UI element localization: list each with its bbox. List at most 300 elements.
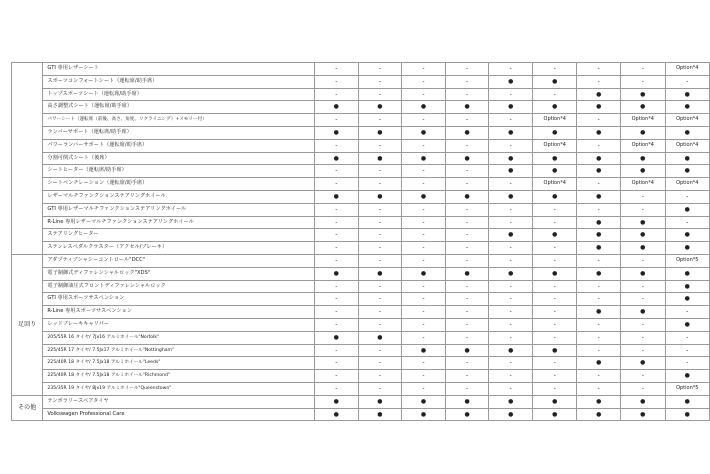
availability-cell: - [445,280,489,293]
availability-cell: ● [358,101,402,114]
feature-name: R-Line 専用レザーマルチファンクションステアリングホイール [43,216,315,229]
availability-cell: ● [489,101,533,114]
availability-cell: ● [314,408,358,421]
availability-cell: - [445,254,489,267]
availability-cell: - [445,306,489,319]
availability-cell: Option*5 [665,254,710,267]
availability-cell: ● [402,152,446,165]
table-row [12,88,710,101]
availability-cell: - [314,63,358,76]
availability-cell: ● [358,190,402,203]
availability-cell: - [577,178,621,191]
availability-cell: - [358,114,402,127]
availability-cell: ● [577,165,621,178]
availability-cell: - [314,178,358,191]
availability-cell: ● [533,101,577,114]
table-row [12,229,710,242]
table-row [12,75,710,88]
availability-cell: - [533,306,577,319]
availability-cell: - [402,293,446,306]
feature-name: 205/55R 16 タイヤ/ 7Jx16 アルミホイール"Norfolk" [43,331,315,344]
availability-cell: ● [665,267,710,280]
availability-cell: ● [621,165,665,178]
table-row [12,165,710,178]
feature-name: パワーシート（運転席（前後、高さ、角度、リクライニング）+メモリー付） [43,114,315,127]
availability-cell: ● [358,331,402,344]
category-label: その他 [12,395,43,421]
availability-cell: ● [314,267,358,280]
equipment-table [11,62,710,421]
availability-cell: Option*4 [665,139,710,152]
availability-cell: - [358,293,402,306]
availability-cell: - [445,114,489,127]
table-row [12,203,710,216]
availability-cell: - [314,254,358,267]
availability-cell: Option*4 [621,178,665,191]
availability-cell: ● [577,152,621,165]
availability-cell: ● [445,267,489,280]
availability-cell: ● [621,101,665,114]
availability-cell: - [314,357,358,370]
feature-name: 電子制御油圧式フロントディファレンシャルロック [43,280,315,293]
availability-cell: ● [577,88,621,101]
table-row [12,242,710,255]
availability-cell: - [489,370,533,383]
availability-cell: - [314,75,358,88]
availability-cell: - [314,139,358,152]
equipment-table-body [12,63,710,421]
availability-cell: - [402,63,446,76]
table-row [12,101,710,114]
availability-cell: Option*4 [665,178,710,191]
availability-cell: - [314,370,358,383]
availability-cell: Option*4 [621,114,665,127]
availability-cell: ● [445,395,489,408]
feature-name: シートベンチレーション（運転席/助手席） [43,178,315,191]
availability-cell: - [665,190,710,203]
availability-cell: - [577,344,621,357]
availability-cell: - [621,318,665,331]
feature-name: トップスポーツシート（運転席/助手席） [43,88,315,101]
availability-cell: - [445,370,489,383]
availability-cell: - [489,63,533,76]
availability-cell: ● [445,344,489,357]
availability-cell: - [358,318,402,331]
availability-cell: ● [577,306,621,319]
availability-cell: - [489,114,533,127]
availability-cell: - [402,165,446,178]
availability-cell: ● [314,152,358,165]
availability-cell: ● [314,190,358,203]
availability-cell: - [358,75,402,88]
availability-cell: - [489,88,533,101]
table-row [12,190,710,203]
availability-cell: - [533,242,577,255]
availability-cell: - [314,382,358,395]
availability-cell: ● [489,190,533,203]
availability-cell: - [358,88,402,101]
table-row [12,408,710,421]
availability-cell: - [314,318,358,331]
availability-cell: - [533,216,577,229]
availability-cell: ● [533,395,577,408]
availability-cell: ● [577,357,621,370]
feature-name: 225/40R 18 タイヤ/ 7.5Jx18 アルミホイール"Richmond" [43,370,315,383]
feature-name: ランバーサポート（運転席/助手席） [43,126,315,139]
feature-name: アダプティブシャシーコントロール"DCC" [43,254,315,267]
table-row [12,280,710,293]
availability-cell: - [314,242,358,255]
availability-cell: - [489,306,533,319]
availability-cell: ● [402,344,446,357]
availability-cell: ● [577,101,621,114]
availability-cell: ● [489,152,533,165]
availability-cell: ● [358,152,402,165]
availability-cell: - [358,382,402,395]
table-row [12,126,710,139]
availability-cell: ● [665,293,710,306]
availability-cell: ● [621,357,665,370]
availability-cell: ● [665,203,710,216]
availability-cell: ● [577,242,621,255]
table-row [12,382,710,395]
table-row [12,395,710,408]
availability-cell: ● [577,229,621,242]
availability-cell: - [533,63,577,76]
availability-cell: ● [533,75,577,88]
availability-cell: ● [577,126,621,139]
availability-cell: ● [314,126,358,139]
feature-name: ステンレスペダルクラスター（アクセル/ブレーキ） [43,242,315,255]
availability-cell: - [358,139,402,152]
availability-cell: Option*4 [621,139,665,152]
availability-cell: - [489,139,533,152]
availability-cell: - [358,63,402,76]
availability-cell: ● [402,126,446,139]
feature-name: 225/40R 18 タイヤ/ 7.5Jx18 アルミホイール"Leeds" [43,357,315,370]
table-row [12,357,710,370]
availability-cell: - [577,63,621,76]
feature-name: パワーランバーサポート（運転席/助手席） [43,139,315,152]
table-row [12,114,710,127]
availability-cell: - [533,331,577,344]
availability-cell: - [402,331,446,344]
availability-cell: ● [402,267,446,280]
availability-cell: ● [445,126,489,139]
availability-cell: - [621,203,665,216]
availability-cell: ● [402,395,446,408]
availability-cell: - [358,280,402,293]
availability-cell: - [314,344,358,357]
availability-cell: - [489,254,533,267]
availability-cell: - [577,331,621,344]
availability-cell: - [314,280,358,293]
availability-cell: - [358,357,402,370]
availability-cell: - [489,216,533,229]
availability-cell: - [402,306,446,319]
availability-cell: ● [358,126,402,139]
availability-cell: - [489,293,533,306]
availability-cell: - [314,165,358,178]
feature-name: GTI 専用レザーマルチファンクションステアリングホイール [43,203,315,216]
availability-cell: ● [533,165,577,178]
availability-cell: - [402,88,446,101]
availability-cell: ● [314,101,358,114]
availability-cell: ● [621,408,665,421]
availability-cell: ● [489,344,533,357]
availability-cell: - [533,293,577,306]
availability-cell: Option*4 [665,114,710,127]
table-row [12,216,710,229]
availability-cell: ● [533,344,577,357]
availability-cell: - [402,178,446,191]
availability-cell: ● [314,395,358,408]
availability-cell: - [358,254,402,267]
availability-cell: ● [402,190,446,203]
availability-cell: ● [665,280,710,293]
availability-cell: - [621,370,665,383]
availability-cell: - [445,203,489,216]
availability-cell: - [402,242,446,255]
availability-cell: - [665,331,710,344]
availability-cell: ● [358,267,402,280]
availability-cell: - [402,254,446,267]
availability-cell: - [577,254,621,267]
availability-cell: - [621,280,665,293]
availability-cell: ● [402,101,446,114]
availability-cell: - [358,370,402,383]
availability-cell: - [445,139,489,152]
availability-cell: ● [489,229,533,242]
availability-cell: - [358,242,402,255]
availability-cell: ● [445,408,489,421]
category-label: 足回り [12,254,43,395]
availability-cell: - [533,280,577,293]
availability-cell: ● [577,216,621,229]
availability-cell: ● [533,126,577,139]
availability-cell: ● [402,408,446,421]
availability-cell: - [402,382,446,395]
feature-name: シートヒーター（運転席/助手席） [43,165,315,178]
availability-cell: - [665,75,710,88]
availability-cell: Option*4 [533,114,577,127]
table-row [12,152,710,165]
availability-cell: - [445,242,489,255]
availability-cell: ● [533,190,577,203]
availability-cell: - [358,203,402,216]
availability-cell: - [533,382,577,395]
table-row [12,370,710,383]
availability-cell: - [533,88,577,101]
availability-cell: - [314,88,358,101]
feature-name: レザーマルチファンクションステアリングホイール [43,190,315,203]
feature-name: GTI 専用レザーシート [43,63,315,76]
feature-name: 225/45R 17 タイヤ/ 7.5Jx17 アルミホイール"Nottingham" [43,344,315,357]
feature-name: GTI 専用スポーツサスペンション [43,293,315,306]
availability-cell: ● [533,267,577,280]
availability-cell: - [402,229,446,242]
availability-cell: ● [445,190,489,203]
availability-cell: - [358,216,402,229]
availability-cell: ● [577,190,621,203]
availability-cell: ● [621,126,665,139]
availability-cell: ● [489,395,533,408]
availability-cell: - [445,63,489,76]
availability-cell: ● [314,331,358,344]
availability-cell: - [621,190,665,203]
availability-cell: - [445,88,489,101]
availability-cell: - [445,229,489,242]
availability-cell: - [577,139,621,152]
table-row [12,139,710,152]
spec-sheet [11,62,710,421]
table-row [12,267,710,280]
category-label [12,63,43,255]
availability-cell: - [314,216,358,229]
feature-name: R-Line 専用スポーツサスペンション [43,306,315,319]
availability-cell: ● [665,408,710,421]
availability-cell: - [621,254,665,267]
availability-cell: - [358,178,402,191]
feature-name: ステアリングヒーター [43,229,315,242]
availability-cell: ● [665,101,710,114]
availability-cell: ● [489,267,533,280]
availability-cell: - [402,114,446,127]
availability-cell: - [577,370,621,383]
feature-name: スポーツコンフォートシート（運転席/助手席） [43,75,315,88]
availability-cell: Option*4 [665,63,710,76]
availability-cell: ● [489,126,533,139]
availability-cell: - [402,280,446,293]
table-row [12,344,710,357]
availability-cell: Option*5 [665,382,710,395]
availability-cell: ● [445,152,489,165]
availability-cell: - [402,139,446,152]
table-row [12,63,710,76]
availability-cell: ● [665,242,710,255]
availability-cell: - [445,216,489,229]
availability-cell: ● [577,267,621,280]
availability-cell: ● [665,152,710,165]
availability-cell: - [489,357,533,370]
availability-cell: - [445,318,489,331]
availability-cell: - [358,306,402,319]
availability-cell: ● [665,318,710,331]
table-row [12,331,710,344]
availability-cell: - [577,203,621,216]
availability-cell: - [445,75,489,88]
availability-cell: - [577,114,621,127]
availability-cell: ● [621,88,665,101]
availability-cell: - [665,344,710,357]
feature-name: テンポラリースペアタイヤ [43,395,315,408]
availability-cell: - [489,382,533,395]
availability-cell: - [577,318,621,331]
availability-cell: - [314,306,358,319]
availability-cell: ● [665,370,710,383]
availability-cell: - [577,293,621,306]
availability-cell: - [621,382,665,395]
availability-cell: - [402,216,446,229]
availability-cell: - [314,229,358,242]
availability-cell: ● [358,408,402,421]
feature-name: 高さ調整式シート（運転席/助手席） [43,101,315,114]
availability-cell: ● [489,165,533,178]
availability-cell: - [533,357,577,370]
feature-name: 電子制御式ディファレンシャルロック"XDS" [43,267,315,280]
availability-cell: - [445,331,489,344]
availability-cell: - [577,280,621,293]
availability-cell: - [621,293,665,306]
availability-cell: ● [489,408,533,421]
availability-cell: - [665,306,710,319]
availability-cell: - [621,63,665,76]
feature-name: Volkswagen Professional Care [43,408,315,421]
availability-cell: ● [358,395,402,408]
availability-cell: ● [577,395,621,408]
availability-cell: ● [665,88,710,101]
availability-cell: - [489,331,533,344]
availability-cell: - [314,293,358,306]
table-row [12,306,710,319]
availability-cell: - [402,203,446,216]
availability-cell: ● [489,75,533,88]
availability-cell: Option*4 [533,139,577,152]
availability-cell: - [533,203,577,216]
availability-cell: - [402,318,446,331]
feature-name: レッドブレーキキャリパー [43,318,315,331]
availability-cell: - [402,357,446,370]
availability-cell: ● [665,229,710,242]
table-row [12,293,710,306]
availability-cell: - [577,382,621,395]
availability-cell: ● [665,165,710,178]
availability-cell: - [314,114,358,127]
availability-cell: - [489,178,533,191]
availability-cell: - [577,75,621,88]
availability-cell: - [621,331,665,344]
availability-cell: ● [621,229,665,242]
table-row [12,254,710,267]
availability-cell: - [665,357,710,370]
availability-cell: - [665,216,710,229]
feature-name: 235/35R 19 タイヤ/ 8Jx19 アルミホイール"Queenstown" [43,382,315,395]
availability-cell: ● [621,306,665,319]
availability-cell: - [445,165,489,178]
availability-cell: - [621,344,665,357]
availability-cell: - [402,370,446,383]
availability-cell: ● [665,126,710,139]
feature-name: 分割可倒式シート（後席） [43,152,315,165]
availability-cell: ● [533,408,577,421]
availability-cell: - [489,203,533,216]
availability-cell: ● [621,216,665,229]
availability-cell: ● [577,408,621,421]
availability-cell: ● [621,242,665,255]
table-row [12,318,710,331]
availability-cell: - [445,293,489,306]
availability-cell: - [445,357,489,370]
availability-cell: - [621,75,665,88]
availability-cell: - [489,280,533,293]
availability-cell: - [489,242,533,255]
availability-cell: - [358,165,402,178]
availability-cell: - [533,318,577,331]
availability-cell: - [445,178,489,191]
availability-cell: ● [621,267,665,280]
availability-cell: - [533,370,577,383]
availability-cell: - [314,203,358,216]
